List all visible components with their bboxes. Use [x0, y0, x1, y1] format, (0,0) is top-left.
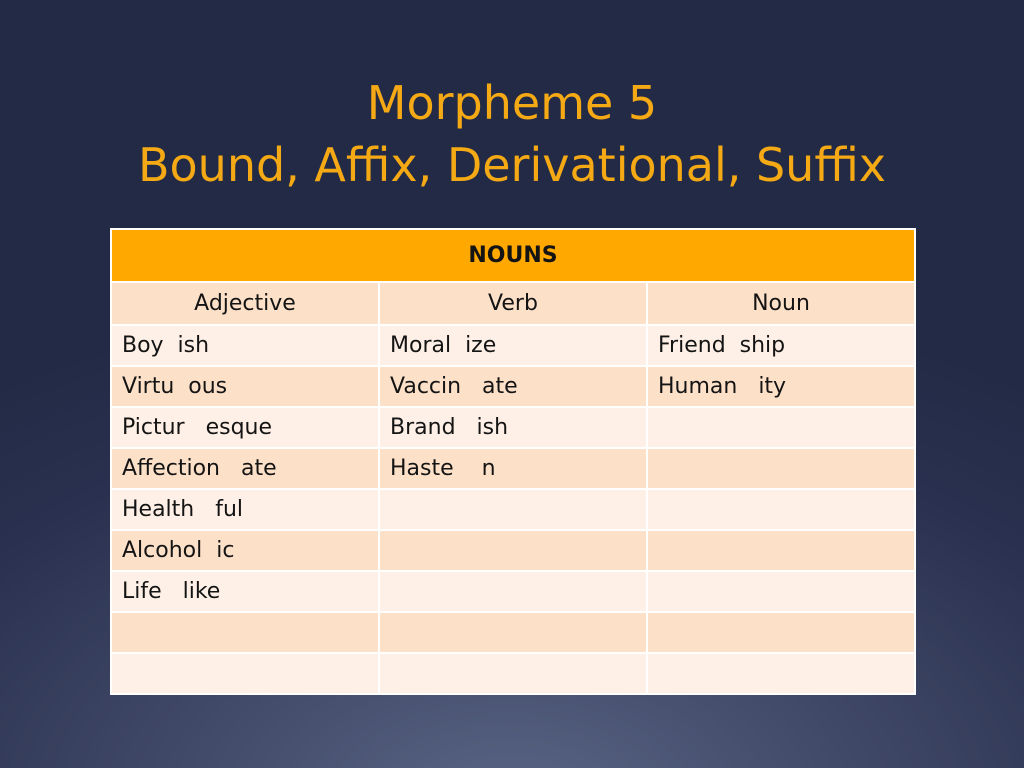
- table-cell: [379, 530, 647, 571]
- slide-title-line-2: Bound, Affix, Derivational, Suffix: [137, 138, 887, 192]
- table-cell: [111, 653, 379, 694]
- table-row: [111, 366, 915, 407]
- column-header-noun: Noun: [647, 282, 915, 325]
- table-cell: [647, 489, 915, 530]
- table-row: [111, 653, 915, 694]
- table-cell: [379, 612, 647, 653]
- slide-title-line-1: Morpheme 5: [366, 76, 658, 130]
- table-cell: [647, 407, 915, 448]
- table-row: [111, 325, 915, 366]
- table-cell: Affection ate: [111, 448, 379, 489]
- table-cell: Boy ish: [111, 325, 379, 366]
- table-row: [111, 571, 915, 612]
- table-cell: Alcohol ic: [111, 530, 379, 571]
- table-cell: [111, 612, 379, 653]
- table-cell: Vaccin ate: [379, 366, 647, 407]
- column-header-adjective: Adjective: [111, 282, 379, 325]
- table-cell: Life like: [111, 571, 379, 612]
- table-title: NOUNS: [111, 229, 915, 282]
- table-row: [111, 407, 915, 448]
- table-cell: Virtu ous: [111, 366, 379, 407]
- table-cell: [647, 530, 915, 571]
- table-cell: [379, 653, 647, 694]
- table-cell: [379, 571, 647, 612]
- table-cell: [647, 612, 915, 653]
- table-cell: Human ity: [647, 366, 915, 407]
- slide-title: [0, 72, 1024, 196]
- table-cell: Moral ize: [379, 325, 647, 366]
- table-row: [111, 612, 915, 653]
- table-cell: [647, 448, 915, 489]
- table-cell: Health ful: [111, 489, 379, 530]
- table-row: [111, 530, 915, 571]
- table-cell: Friend ship: [647, 325, 915, 366]
- table-cell: Haste n: [379, 448, 647, 489]
- table-cell: [647, 653, 915, 694]
- nouns-table: [110, 228, 916, 695]
- table-cell: Brand ish: [379, 407, 647, 448]
- table-row: [111, 448, 915, 489]
- column-header-verb: Verb: [379, 282, 647, 325]
- table-cell: [379, 489, 647, 530]
- table-cell: [647, 571, 915, 612]
- table-row: [111, 489, 915, 530]
- table-cell: Pictur esque: [111, 407, 379, 448]
